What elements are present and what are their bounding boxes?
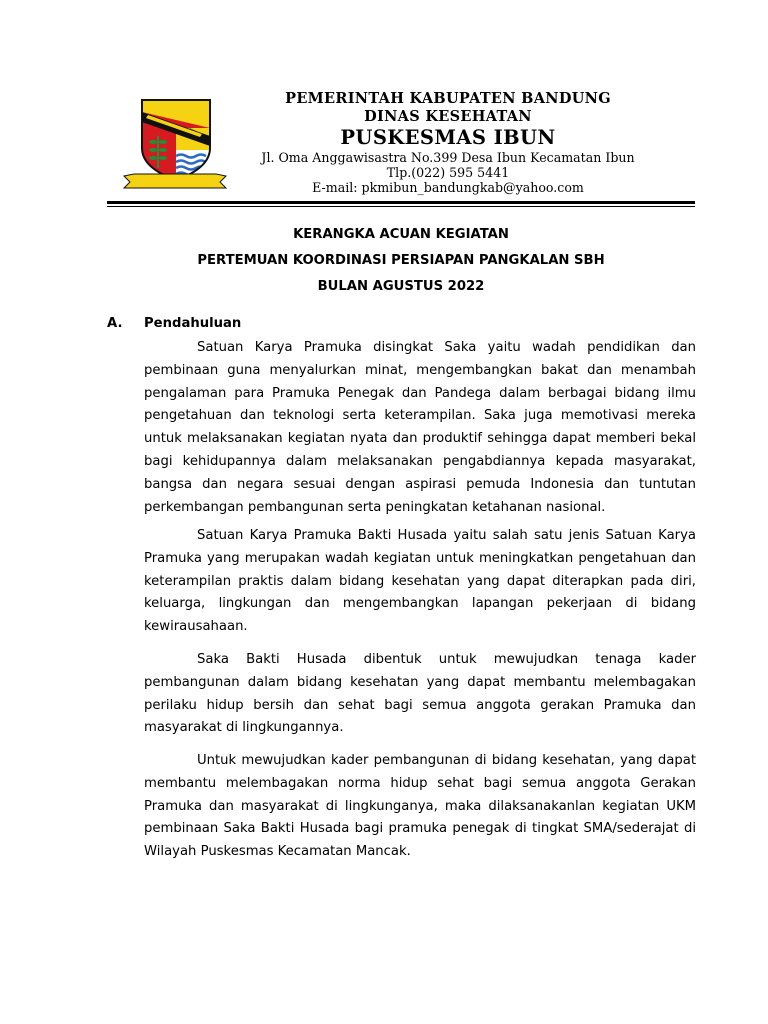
letterhead-email: E-mail: pkmibun_bandungkab@yahoo.com xyxy=(312,180,584,195)
paragraph-4: Untuk mewujudkan kader pembangunan di bidang kesehatan, yang dapat membantu melembagakan norma hidup sehat bagi semua anggota Gerakan Pramuka dan masyarakat di lingkunganya, maka dilaksanakanlan kegiatan UKM pembinaan Saka Bakti Husada bagi pramuka penegak di tingkat SMA/sederajat di Wilayah Puskesmas Kecamatan Mancak. xyxy=(144,753,696,860)
letterhead-divider-thin xyxy=(107,206,695,207)
letterhead-phone: Tlp.(022) 595 5441 xyxy=(386,165,510,180)
letterhead-divider-thick xyxy=(107,201,695,204)
letterhead-government: PEMERINTAH KABUPATEN BANDUNG xyxy=(285,90,611,107)
letterhead-department: DINAS KESEHATAN xyxy=(364,108,532,125)
paragraph-2: Satuan Karya Pramuka Bakti Husada yaitu salah satu jenis Satuan Karya Pramuka yang merupakan wadah kegiatan untuk meningkatkan pengetahuan dan keterampilan praktis dalam bidang kesehatan yang dapat diterapkan pada diri, keluarga, lingkungan dan mengembangkan lapangan pekerjaan di bidang kewirausahaan. xyxy=(144,528,696,635)
section-heading: Pendahuluan xyxy=(144,316,242,331)
letterhead-institution: PUSKESMAS IBUN xyxy=(340,126,556,149)
document-period: BULAN AGUSTUS 2022 xyxy=(317,279,485,294)
section-letter: A. xyxy=(107,316,123,331)
document-title: KERANGKA ACUAN KEGIATAN xyxy=(293,227,509,242)
letterhead xyxy=(228,90,668,195)
bandung-regency-logo xyxy=(120,98,230,193)
document-titles xyxy=(107,226,695,304)
paragraph-3: Saka Bakti Husada dibentuk untuk mewujudkan tenaga kader pembangunan dalam bidang kesehatan yang dapat membantu melembagakan perilaku hidup bersih dan sehat bagi semua anggota gerakan Pramuka dan masyarakat di lingkungannya. xyxy=(144,652,696,736)
letterhead-address: Jl. Oma Anggawisastra No.399 Desa Ibun Kecamatan Ibun xyxy=(261,150,635,165)
document-subtitle: PERTEMUAN KOORDINASI PERSIAPAN PANGKALAN SBH xyxy=(197,253,605,268)
paragraph-1: Satuan Karya Pramuka disingkat Saka yaitu wadah pendidikan dan pembinaan guna menyalurkan minat, mengembangkan bakat dan menambah pengalaman para Pramuka Penegak dan Pandega dalam berbagai bidang ilmu pengetahuan dan teknologi serta keterampilan. Saka juga memotivasi mereka untuk melaksanakan kegiatan nyata dan produktif sehingga dapat memberi bekal bagi kehidupannya dalam melaksanakan pengabdiannya kepada masyarakat, bangsa dan negara sesuai dengan aspirasi pemuda Indonesia dan tuntutan perkembangan pembangunan serta peningkatan ketahanan nasional. xyxy=(144,340,696,515)
